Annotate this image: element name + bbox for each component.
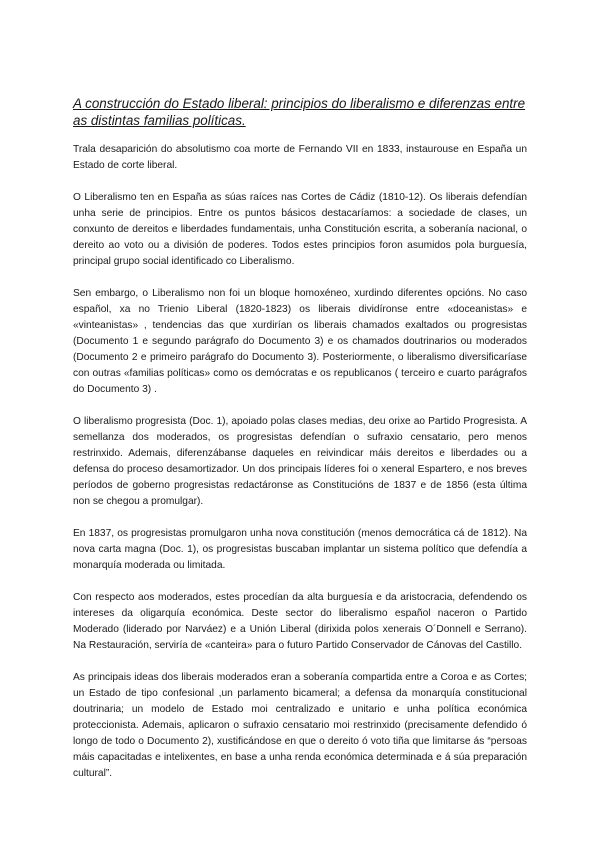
paragraph-divisions: Sen embargo, o Liberalismo non foi un bloque homoxéneo, xurdindo diferentes opcións. No caso español, xa no Trienio Liberal (1820-1823) os liberais dividíronse entre «doceanistas» e «vinteanistas» , tendencias das que xurdirían os liberais chamados exaltados ou progresistas (Documento 1 e segundo parágrafo do Documento 3) e os chamados doutrinarios ou moderados (Documento 2 e primeiro parágrafo do Documento 3). Posteriormente, o liberalismo diversificaríase con outras «familias políticas» como os demócratas e os republicanos ( terceiro e cuarto parágrafos do Documento 3) . xyxy=(73,288,527,395)
paragraph-moderates: Con respecto aos moderados, estes procedían da alta burguesía e da aristocracia, defendendo os intereses da oligarquía económica. Deste sector do liberalismo español naceron o Partido Moderado (liderado por Narváez) e a Unión Liberal (dirixida polos xenerais O´Donnell e Serrano). Na Restauración, serviría de «canteira» para o futuro Partido Conservador de Cánovas del Castillo. xyxy=(73,592,527,651)
paragraph-origins: O Liberalismo ten en España as súas raíces nas Cortes de Cádiz (1810-12). Os liberais defendían unha serie de principios. Entre os puntos básicos destacaríamos: a sociedade de clases, un conxunto de dereitos e liberdades fundamentais, unha Constitución escrita, a soberanía nacional, o dereito ao voto ou a división de poderes. Todos estes principios foron asumidos pola burguesía, principal grupo social identificado co Liberalismo. xyxy=(73,192,527,267)
paragraph-constitution-1837: En 1837, os progresistas promulgaron unha nova constitución (menos democrática cá de 1812). Na nova carta magna (Doc. 1), os progresistas buscaban implantar un sistema político que defendía a monarquía moderada ou limitada. xyxy=(73,528,527,571)
paragraph-intro: Trala desaparición do absolutismo coa morte de Fernando VII en 1833, instaurouse en España un Estado de corte liberal. xyxy=(73,144,527,171)
document-title: A construcción do Estado liberal: principios do liberalismo e diferenzas entre as distintas familias políticas. xyxy=(73,96,526,128)
paragraph-progressives: O liberalismo progresista (Doc. 1), apoiado polas clases medias, deu orixe ao Partido Progresista. A semellanza dos moderados, os progresistas defendían o sufraxio censatario, pero menos restrinxido. Ademais, diferenzábanse daqueles en reivindicar máis dereitos e liberdades ou a defensa do proceso desamortizador. Un dos principais líderes foi o xeneral Espartero, e nos breves períodos de goberno progresistas redactáronse as Constitucións de 1837 e de 1856 (esta última non se chegou a promulgar). xyxy=(73,416,527,507)
paragraph-moderate-ideas: As principais ideas dos liberais moderados eran a soberanía compartida entre a Coroa e as Cortes; un Estado de tipo confesional ,un parlamento bicameral; a defensa da monarquía constitucional doutrinaria; un modelo de Estado moi centralizado e unitario e unha política económica proteccionista. Ademais, aplicaron o sufraxio censatario moi restrinxido (precisamente defendido ó longo de todo o Documento 2), xustificándose en que o dereito ó voto tiña que limitarse ás “persoas máis capacitadas e intelixentes, en base a unha renda económica determinada e á súa preparación cultural”. xyxy=(73,672,527,779)
